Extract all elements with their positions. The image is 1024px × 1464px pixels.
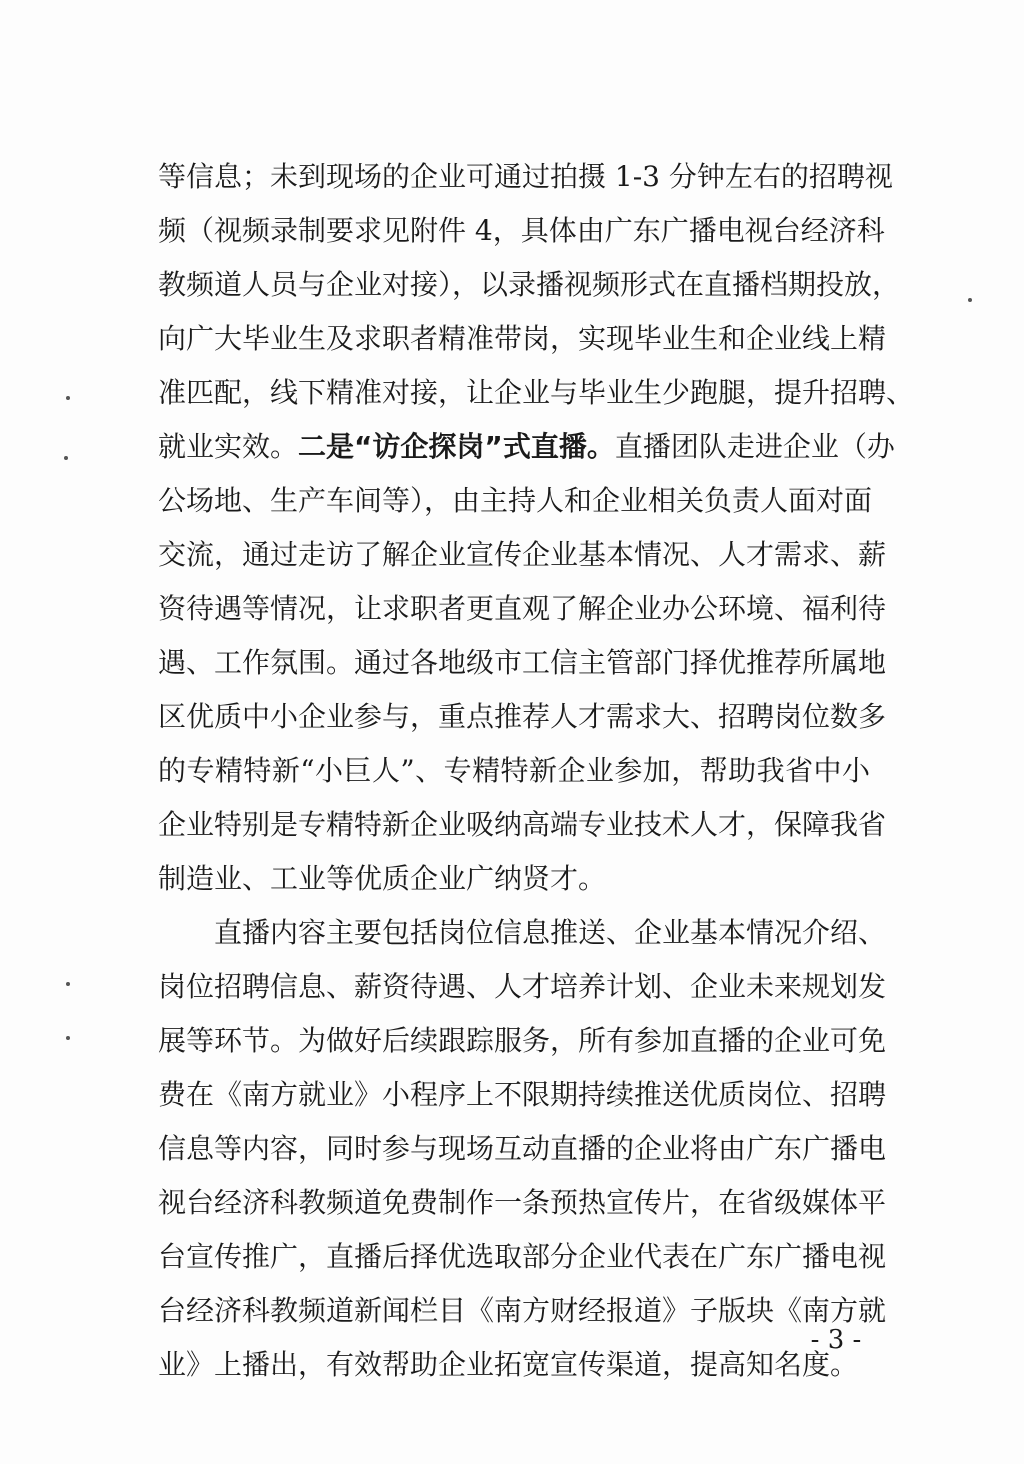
text-line: 教频道人员与企业对接），以录播视频形式在直播档期投放， <box>158 268 901 301</box>
text-line: 展等环节。为做好后续跟踪服务，所有参加直播的企业可免 <box>158 1024 887 1057</box>
binding-mark <box>968 298 972 302</box>
binding-mark <box>66 396 70 400</box>
text-line: 直播内容主要包括岗位信息推送、企业基本情况介绍、 <box>214 916 887 949</box>
text-line: 等信息；未到现场的企业可通过拍摄 1-3 分钟左右的招聘视 <box>158 160 893 193</box>
text-line: 向广大毕业生及求职者精准带岗，实现毕业生和企业线上精 <box>158 322 887 355</box>
text-span: 就业实效。 <box>158 430 299 463</box>
text-line: 制造业、工业等优质企业广纳贤才。 <box>158 862 607 895</box>
text-line: 企业特别是专精特新企业吸纳高端专业技术人才，保障我省 <box>158 808 887 841</box>
text-line: 资待遇等情况，让求职者更直观了解企业办公环境、福利待 <box>158 592 887 625</box>
text-span: 直播团队走进企业（办 <box>614 430 895 463</box>
text-line: 视台经济科教频道免费制作一条预热宣传片，在省级媒体平 <box>158 1186 887 1219</box>
text-line: 遇、工作氛围。通过各地级市工信主管部门择优推荐所属地 <box>158 646 887 679</box>
text-line: 公场地、生产车间等），由主持人和企业相关负责人面对面 <box>158 484 873 517</box>
text-line: 业》上播出，有效帮助企业拓宽宣传渠道，提高知名度。 <box>158 1348 859 1381</box>
text-line <box>158 420 895 474</box>
text-line: 信息等内容，同时参与现场互动直播的企业将由广东广播电 <box>158 1132 887 1165</box>
text-line: 台经济科教频道新闻栏目《南方财经报道》子版块《南方就 <box>158 1294 887 1327</box>
text-line: 交流，通过走访了解企业宣传企业基本情况、人才需求、薪 <box>158 538 887 571</box>
binding-mark <box>64 456 68 460</box>
body-text <box>158 150 915 1392</box>
bold-heading: 二是“访企探岗”式直播。 <box>298 430 615 463</box>
text-line: 区优质中小企业参与，重点推荐人才需求大、招聘岗位数多 <box>158 700 887 733</box>
binding-mark <box>66 982 70 986</box>
text-line: 费在《南方就业》小程序上不限期持续推送优质岗位、招聘 <box>158 1078 887 1111</box>
binding-mark <box>66 1036 70 1040</box>
text-line: 的专精特新“小巨人”、专精特新企业参加，帮助我省中小 <box>158 754 870 787</box>
page-number: - 3 - <box>810 1325 862 1355</box>
text-line: 台宣传推广，直播后择优选取部分企业代表在广东广播电视 <box>158 1240 887 1273</box>
text-line: 准匹配，线下精准对接，让企业与毕业生少跑腿，提升招聘、 <box>158 376 915 409</box>
text-line: 岗位招聘信息、薪资待遇、人才培养计划、企业未来规划发 <box>158 970 887 1003</box>
text-line: 频（视频录制要求见附件 4，具体由广东广播电视台经济科 <box>158 214 885 247</box>
